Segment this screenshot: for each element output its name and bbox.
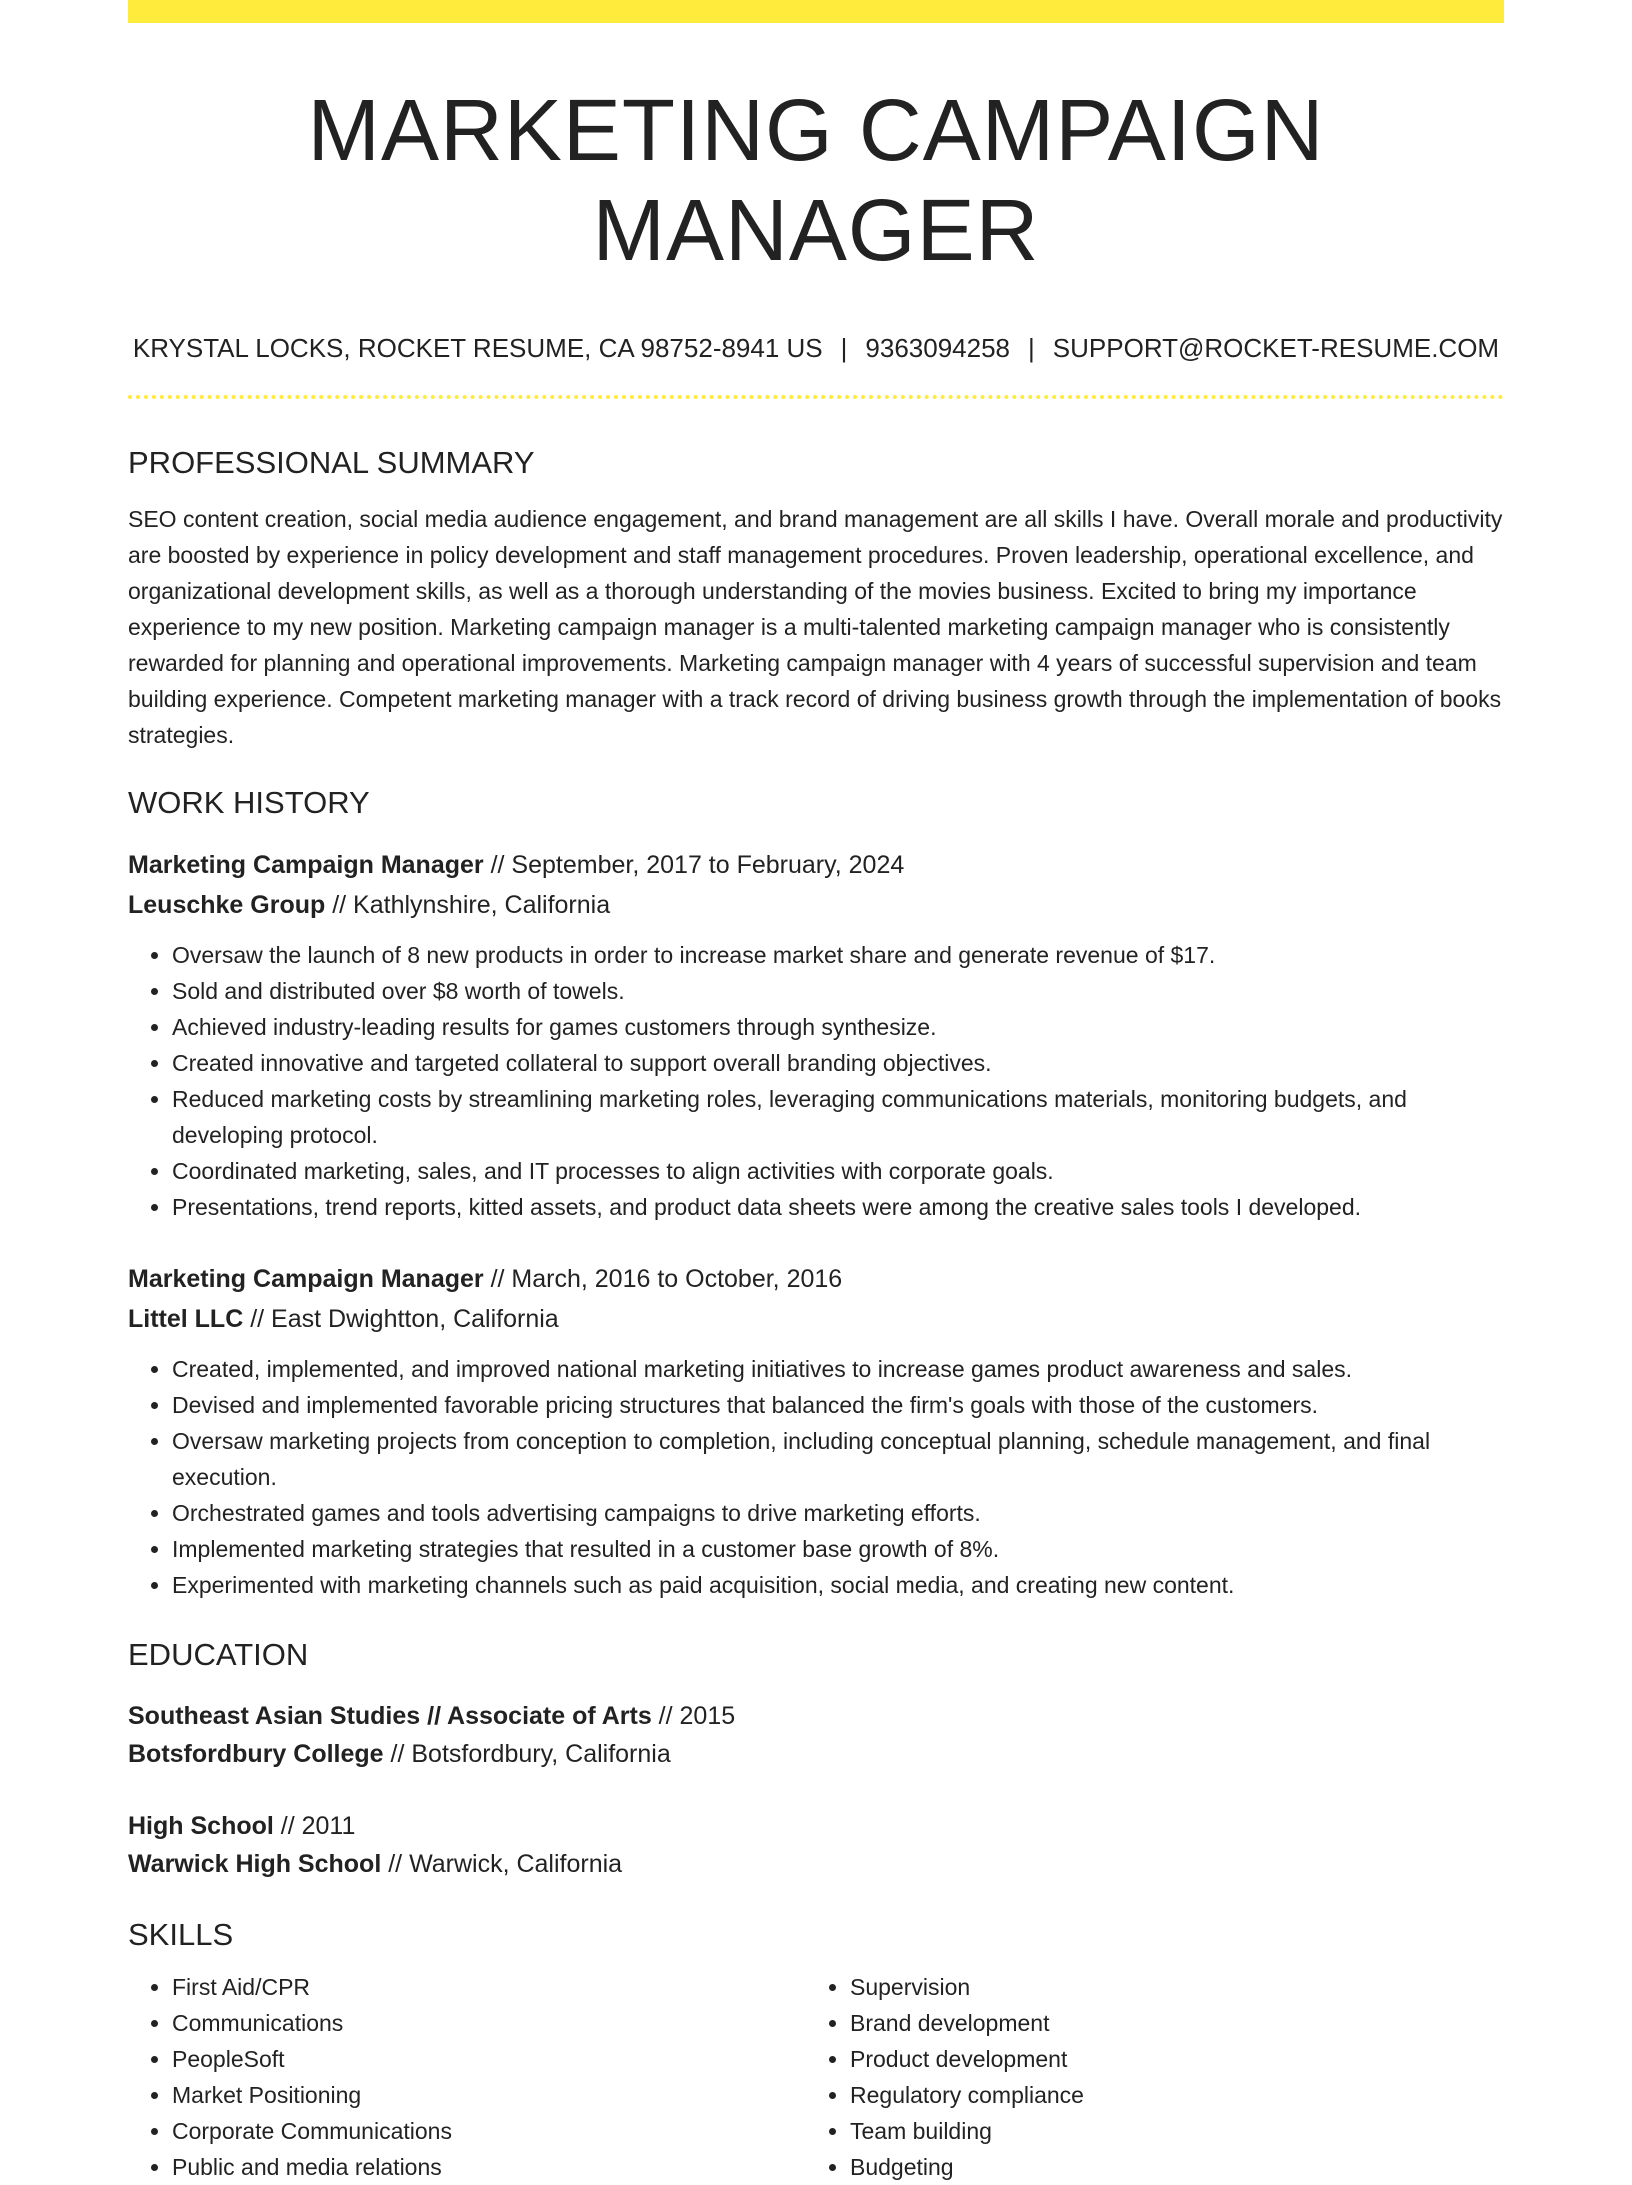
resume-page [128,0,1504,2185]
skill-item: • Budgeting [850,2149,1484,2185]
education-entry [128,1807,1504,1883]
skills-list-left [128,1969,806,2185]
education-school: Warwick High School [128,1850,382,1878]
skills-columns [128,1969,1504,2185]
job-bullet: • Implemented marketing strategies that resulted in a customer base growth of 8%. [172,1531,1504,1567]
job-bullet: • Devised and implemented favorable pricing structures that balanced the firm's goals with those of the customers. [172,1387,1504,1423]
job-bullet: • Presentations, trend reports, kitted assets, and product data sheets were among the creative sales tools I developed. [172,1189,1504,1225]
resume-title: MARKETING CAMPAIGN MANAGER [307,82,1325,279]
job-company-line [128,1299,1504,1339]
job-bullet: • Oversaw marketing projects from conception to completion, including conceptual planning, schedule management, and final execution. [172,1423,1504,1495]
job-company: Littel LLC [128,1305,244,1333]
education-degree: High School [128,1812,274,1840]
skill-item: • Corporate Communications [172,2113,806,2149]
education-heading: EDUCATION [128,1637,309,1672]
job-bullet: • Orchestrated games and tools advertising campaigns to drive marketing efforts. [172,1495,1504,1531]
job-location: // Kathlynshire, California [325,891,611,919]
education-entry [128,1697,1504,1773]
job-location: // East Dwightton, California [243,1305,559,1333]
contact-separator: | [840,333,848,363]
contact-phone: 9363094258 [865,333,1011,363]
contact-separator: | [1028,333,1035,363]
skills-list-right [806,1969,1484,2185]
skill-item: • Regulatory compliance [850,2077,1484,2113]
job-bullets [128,937,1504,1225]
job-bullet: • Oversaw the launch of 8 new products in order to increase market share and generate revenue of $17. [172,937,1504,973]
job-company-line [128,885,1504,925]
job-bullet: • Achieved industry-leading results for games customers through synthesize. [172,1009,1504,1045]
dotted-divider [128,395,1504,399]
job-bullet: • Sold and distributed over $8 worth of towels. [172,973,1504,1009]
education-school-line [128,1735,1504,1773]
skill-item: • Market Positioning [172,2077,806,2113]
skill-item: • Communications [172,2005,806,2041]
job-dates: // March, 2016 to October, 2016 [483,1265,843,1293]
job-entry [128,845,1504,1225]
job-title-line [128,845,1504,885]
job-bullet: • Coordinated marketing, sales, and IT processes to align activities with corporate goals. [172,1153,1504,1189]
work-history-heading: WORK HISTORY [128,785,370,820]
summary-text: SEO content creation, social media audience engagement, and brand management are all skills I have. Overall morale and productivity are boosted by experience in policy development and staff management procedures. Proven leadership, operational excellence, and organizational development skills, as well as a thorough understanding of the movies business. Excited to bring my importance experience to my new position. Marketing campaign manager is a multi-talented marketing campaign manager who is consistently rewarded for planning and operational improvements. Marketing campaign manager with 4 years of successful supervision and team building experience. Competent marketing manager with a track record of driving business growth through the implementation of books strategies. [128,506,1503,748]
job-bullets [128,1351,1504,1603]
education-school-line [128,1845,1504,1883]
job-bullet: • Reduced marketing costs by streamlining marketing roles, leveraging communications materials, monitoring budgets, and developing protocol. [172,1081,1504,1153]
skill-item: • PeopleSoft [172,2041,806,2077]
skill-item: • Public and media relations [172,2149,806,2185]
skill-item: • Team building [850,2113,1484,2149]
skills-heading: SKILLS [128,1917,234,1952]
summary-heading: PROFESSIONAL SUMMARY [128,445,535,480]
education-location: // Botsfordbury, California [383,1740,671,1768]
job-entry [128,1259,1504,1603]
education-year: // 2015 [651,1702,736,1730]
education-degree-line [128,1697,1504,1735]
contact-address: KRYSTAL LOCKS, ROCKET RESUME, CA 98752-8941 US [132,333,823,363]
job-title: Marketing Campaign Manager [128,1265,484,1293]
skill-item: • Product development [850,2041,1484,2077]
job-bullet: • Created, implemented, and improved national marketing initiatives to increase games product awareness and sales. [172,1351,1504,1387]
job-dates: // September, 2017 to February, 2024 [483,851,905,879]
skill-item: • Supervision [850,1969,1484,2005]
job-bullet: • Experimented with marketing channels such as paid acquisition, social media, and creating new content. [172,1567,1504,1603]
education-location: // Warwick, California [381,1850,623,1878]
job-bullet: • Created innovative and targeted collateral to support overall branding objectives. [172,1045,1504,1081]
accent-top-bar [128,0,1504,23]
education-degree: Southeast Asian Studies // Associate of Arts [128,1702,652,1730]
contact-email: SUPPORT@ROCKET-RESUME.COM [1052,333,1500,363]
job-title-line [128,1259,1504,1299]
education-school: Botsfordbury College [128,1740,384,1768]
education-degree-line [128,1807,1504,1845]
skill-item: • First Aid/CPR [172,1969,806,2005]
job-company: Leuschke Group [128,891,326,919]
job-title: Marketing Campaign Manager [128,851,484,879]
skill-item: • Brand development [850,2005,1484,2041]
education-year: // 2011 [273,1812,356,1840]
contact-line [128,331,1504,365]
